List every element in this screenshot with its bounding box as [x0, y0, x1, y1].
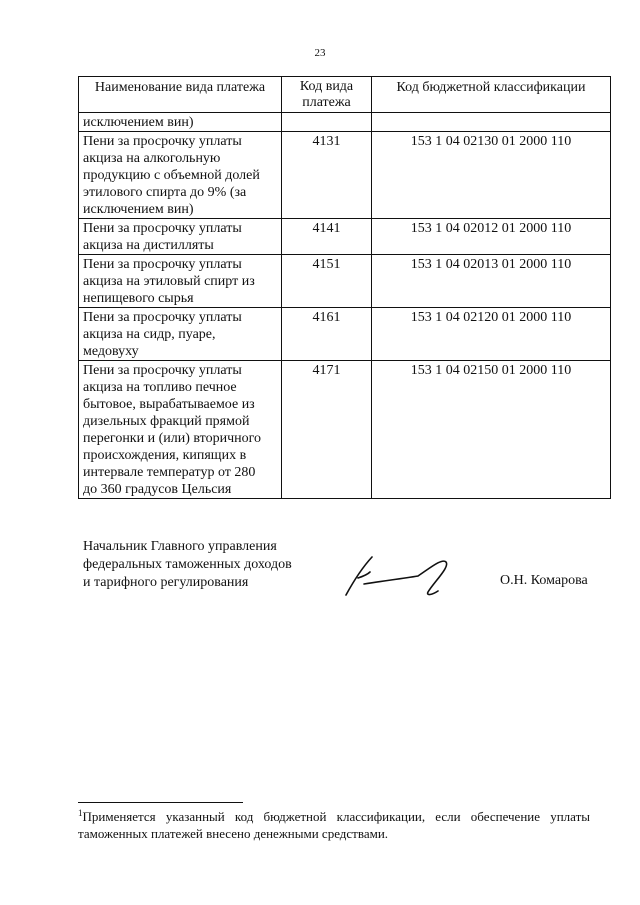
payment-code-cell: 4141	[282, 219, 372, 255]
header-payment-code: Код вида платежа	[282, 77, 372, 113]
budget-code-cell: 153 1 04 02120 01 2000 110	[372, 308, 611, 361]
table-row	[79, 361, 611, 499]
payment-code-cell	[282, 113, 372, 132]
payment-name-cell: Пени за просрочку уплаты акциза на сидр, пуаре, медовуху	[79, 308, 282, 361]
table-row	[79, 132, 611, 219]
header-payment-name: Наименование вида платежа	[79, 77, 282, 113]
budget-code-cell: 153 1 04 02150 01 2000 110	[372, 361, 611, 499]
footnote-text: Применяется указанный код бюджетной классификации, если обеспечение уплаты таможенных платежей внесено денежными средствами.	[78, 809, 590, 841]
budget-code-cell: 153 1 04 02012 01 2000 110	[372, 219, 611, 255]
table-row	[79, 113, 611, 132]
header-budget-code: Код бюджетной классификации	[372, 77, 611, 113]
payment-code-cell: 4131	[282, 132, 372, 219]
payment-code-cell: 4161	[282, 308, 372, 361]
footnote-marker: 1	[78, 808, 83, 818]
footnote-divider	[78, 802, 243, 803]
budget-code-cell	[372, 113, 611, 132]
signatory-name: О.Н. Комарова	[500, 573, 588, 588]
payment-code-cell: 4171	[282, 361, 372, 499]
payment-name-cell: Пени за просрочку уплаты акциза на этиловый спирт из непищевого сырья	[79, 255, 282, 308]
payment-name-cell: исключением вин)	[79, 113, 282, 132]
payment-name-cell: Пени за просрочку уплаты акциза на топливо печное бытовое, вырабатываемое из дизельных фракций прямой перегонки и (или) вторичного происхождения, кипящих в интервале температур от 280 до 360 градусов Цельсия	[79, 361, 282, 499]
footnote	[78, 805, 590, 842]
payment-codes-table	[78, 76, 611, 499]
table-header-row	[79, 77, 611, 113]
page-number: 23	[314, 47, 326, 59]
signatory-title: Начальник Главного управления федеральных таможенных доходов и тарифного регулирования	[83, 539, 292, 590]
payment-name-cell: Пени за просрочку уплаты акциза на дистилляты	[79, 219, 282, 255]
table-row	[79, 308, 611, 361]
budget-code-cell: 153 1 04 02013 01 2000 110	[372, 255, 611, 308]
payment-name-cell: Пени за просрочку уплаты акциза на алкогольную продукцию с объемной долей этилового спирта до 9% (за исключением вин)	[79, 132, 282, 219]
payment-code-cell: 4151	[282, 255, 372, 308]
table-row	[79, 219, 611, 255]
table-row	[79, 255, 611, 308]
handwritten-signature	[338, 548, 458, 600]
budget-code-cell: 153 1 04 02130 01 2000 110	[372, 132, 611, 219]
